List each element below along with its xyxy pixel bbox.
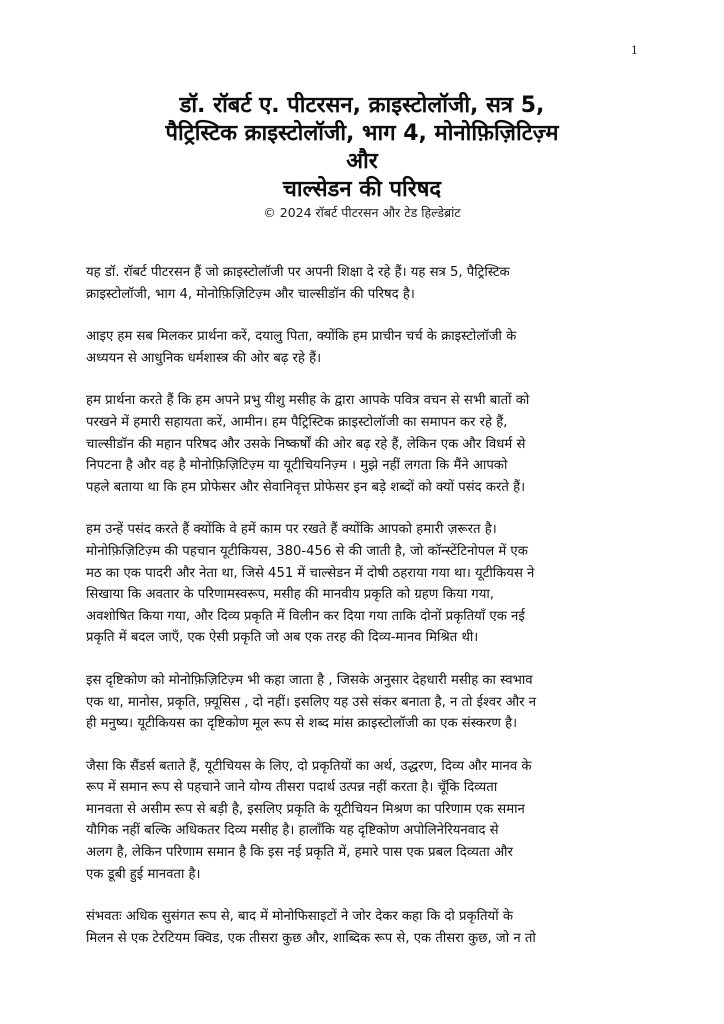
text-line: हम उन्हें पसंद करते हैं क्योंकि वे हमें काम पर रखते हैं क्योंकि आपको हमारी ज़रूरत है।: [86, 522, 497, 538]
title-block: [60, 92, 664, 222]
text-line: मोनोफ़िज़िटिज़्म की पहचान यूटीकियस, 380-456 से की जाती है, जो कॉन्स्टेंटिनोपल में एक: [86, 543, 528, 559]
text-line: पहले बताया था कि हम प्रोफेसर और सेवानिवृत्त प्रोफेसर इन बड़े शब्दों को क्यों पसंद करते हैं।: [86, 479, 526, 495]
text-line: निपटना है और वह है मोनोफ़िज़िटिज़्म या यूटीचियनिज़्म । मुझे नहीं लगता कि मैंने आपको: [86, 458, 508, 474]
title-line: चाल्सेडन की परिषद: [282, 177, 442, 202]
paragraph: [86, 906, 646, 949]
text-line: क्राइस्टोलॉजी, भाग 4, मोनोफ़िज़िटिज़्म और चाल्सीडॉन की परिषद है।: [86, 286, 415, 302]
text-line: एक था, मानोस, प्रकृति, फ़्यूसिस , दो नहीं। इसलिए यह उसे संकर बनाता है, न तो ईश्वर और न: [86, 694, 537, 710]
text-line: अध्ययन से आधुनिक धर्मशास्त्र की ओर बढ़ रहे हैं।: [86, 350, 322, 366]
paragraph: [86, 390, 646, 498]
text-line: मानवता से असीम रूप से बड़ी है, इसलिए प्रकृति के यूटीचियन मिश्रण का परिणाम एक समान: [86, 801, 525, 817]
paragraph: [86, 262, 646, 305]
text-line: अलग है, लेकिन परिणाम समान है कि इस नई प्रकृति में, हमारे पास एक प्रबल दिव्यता और: [86, 845, 513, 861]
text-line: आइए हम सब मिलकर प्रार्थना करें, दयालु पिता, क्योंकि हम प्राचीन चर्च के क्राइस्टोलॉजी के: [86, 329, 517, 345]
text-line: परखने में हमारी सहायता करें, आमीन। हम पैट्रिस्टिक क्राइस्टोलॉजी का समापन कर रहे हैं,: [86, 414, 508, 430]
text-line: जैसा कि सैंडर्स बताते हैं, यूटीचियस के लिए, दो प्रकृतियों का अर्थ, उद्धरण, दिव्य और मानव के: [86, 758, 532, 774]
text-line: अवशोषित किया गया, और दिव्य प्रकृति में विलीन कर दिया गया ताकि दोनों प्रकृतियाँ एक नई: [86, 608, 525, 624]
title-line: और: [346, 149, 378, 174]
page-number: 1: [631, 44, 638, 57]
paragraph: [86, 519, 646, 649]
title-line: पैट्रिस्टिक क्राइस्टोलॉजी, भाग 4, मोनोफ़िज़िटिज़्म: [165, 121, 559, 146]
text-line: एक डूबी हुई मानवता है।: [86, 866, 201, 882]
text-line: मिलन से एक टेरटियम क्विड, एक तीसरा कुछ और, शाब्दिक रूप से, एक तीसरा कुछ, जो न तो: [86, 930, 536, 946]
paragraph: [86, 756, 646, 886]
body-text: [86, 262, 646, 970]
text-line: इस दृष्टिकोण को मोनोफ़िज़िटिज़्म भी कहा जाता है , जिसके अनुसार देहधारी मसीह का स्वभाव: [86, 672, 533, 688]
text-line: ही मनुष्य। यूटीकियस का दृष्टिकोण मूल रूप से शब्द मांस क्राइस्टोलॉजी का एक संस्करण है।: [86, 716, 518, 732]
paragraph: [86, 326, 646, 369]
text-line: मठ का एक पादरी और नेता था, जिसे 451 में चाल्सेडन में दोषी ठहराया गया था। यूटीकियस ने: [86, 565, 535, 581]
text-line: संभवतः अधिक सुसंगत रूप से, बाद में मोनोफिसाइटों ने जोर देकर कहा कि दो प्रकृतियों के: [86, 909, 513, 925]
text-line: यह डॉ. रॉबर्ट पीटरसन हैं जो क्राइस्टोलॉजी पर अपनी शिक्षा दे रहे हैं। यह सत्र 5, पैट्रिस्टिक: [86, 265, 510, 280]
text-line: हम प्रार्थना करते हैं कि हम अपने प्रभु यीशु मसीह के द्वारा आपके पवित्र वचन से सभी बातों को: [86, 393, 530, 409]
text-line: सिखाया कि अवतार के परिणामस्वरूप, मसीह की मानवीय प्रकृति को ग्रहण किया गया,: [86, 587, 494, 603]
paragraph: [86, 670, 646, 735]
copyright-notice: © 2024 रॉबर्ट पीटरसन और टेड हिल्डेब्रांट: [263, 205, 461, 220]
title-line: डॉ. रॉबर्ट ए. पीटरसन, क्राइस्टोलॉजी, सत्र 5,: [179, 93, 545, 118]
text-line: रूप में समान रूप से पहचाने जाने योग्य तीसरा पदार्थ उत्पन्न नहीं करता है। चूँकि दिव्यता: [86, 780, 498, 796]
text-line: चाल्सीडॉन की महान परिषद और उसके निष्कर्षों की ओर बढ़ रहे हैं, लेकिन एक और विधर्म से: [86, 436, 526, 452]
text-line: प्रकृति में बदल जाएँ, एक ऐसी प्रकृति जो अब एक तरह की दिव्य-मानव मिश्रित थी।: [86, 630, 479, 646]
text-line: यौगिक नहीं बल्कि अधिकतर दिव्य मसीह है। हालाँकि यह दृष्टिकोण अपोलिनेरियनवाद से: [86, 823, 499, 839]
